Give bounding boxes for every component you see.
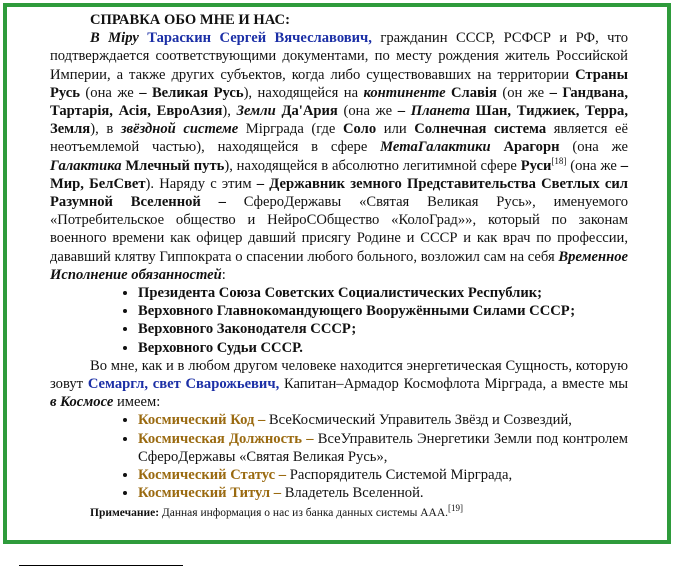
para1-run: Временное Исполнение обязанностей [50, 248, 628, 283]
cosmic-item [138, 484, 628, 502]
duties-list [50, 284, 628, 357]
para1-run [139, 30, 147, 46]
note-ref: [19] [448, 503, 464, 514]
para1-run: МетаГалактики [380, 139, 491, 156]
cosmic-label: Космический Код – [138, 412, 266, 429]
para1-run: является её неотъемлемой частью), находящейся в сфере [50, 121, 628, 156]
cosmic-label: Космический Статус – [138, 467, 287, 484]
para1-run: : [221, 266, 226, 283]
para1-run: Арагорн [503, 139, 560, 156]
cosmic-label: Космическая Должность – [138, 430, 314, 447]
para1-run: (она же [559, 139, 629, 156]
intro-paragraph [50, 29, 628, 284]
para2-run: Семаргл, свет Сварожьевич, [87, 376, 280, 393]
cosmic-item [138, 411, 628, 429]
para1-run: Мірграда (где [238, 121, 344, 138]
para1-run: – Гандвана, Тартарія, Асія, ЕвроАзия [50, 84, 628, 120]
para1-run: Земли [236, 103, 276, 120]
essence-paragraph [50, 357, 628, 412]
para2-run: имеем: [113, 394, 161, 411]
para2-run: Капитан–Армадор Космофлота Мірграда, а вместе мы [279, 376, 628, 393]
document-content [50, 11, 628, 523]
cosmic-label: Космический Титул – [138, 485, 282, 502]
para1-run: (она же [79, 84, 140, 101]
cosmic-text: Распорядитель Системой Мірграда, [286, 467, 513, 484]
para1-run: ), [222, 103, 237, 120]
para1-run: (она же [566, 157, 621, 174]
para1-run: Тараскин Сергей Вячеславович, [147, 30, 372, 47]
para1-run: звёздной системе [120, 121, 239, 138]
para1-run: или [376, 121, 415, 138]
duty-item: • Верховного Судьи СССР. [138, 339, 628, 357]
cosmic-text: Владетель Вселенной. [281, 485, 424, 502]
para1-run: ), находящейся в абсолютно легитимной сфере [224, 157, 521, 174]
para1-run: ), в [90, 121, 121, 138]
para1-run: Солнечная система [414, 121, 547, 138]
para1-run: (она же [337, 103, 398, 120]
para1-run: ), находящейся на [243, 84, 364, 101]
cosmic-item [138, 430, 628, 466]
note-label: Примечание: [90, 507, 160, 520]
footnote-separator [19, 565, 183, 566]
para1-run: Соло [343, 121, 377, 138]
para1-run: В Міру [90, 30, 139, 47]
para1-run: Да'Ария [281, 103, 338, 120]
para1-run: Планета [410, 103, 470, 120]
para1-run [491, 139, 504, 155]
cosmic-text: ВсеКосмический Управитель Звёзд и Созвездий, [265, 412, 572, 429]
para1-run: Славія [451, 84, 497, 101]
para1-run: (он же [496, 84, 550, 101]
para1-run: – [397, 103, 406, 120]
para1-run: – Мир, БелСвет [50, 157, 628, 192]
duty-item: • Верховного Главнокомандующего Вооружёнными Силами СССР; [138, 302, 628, 320]
para1-run: – Великая Русь [139, 84, 244, 101]
para1-run: Галактика [50, 157, 122, 174]
para2-run: Во мне, как и в любом другом человеке находится энергетическая Сущность, которую зовут [50, 357, 628, 393]
para1-run: Шан, Тиджиек, Терра, Земля [50, 103, 628, 138]
duty-item: • Верховного Законодателя СССР; [138, 320, 628, 338]
duty-item: • Президента Союза Советских Социалистических Республик; [138, 284, 628, 302]
note-text: Данная информация о нас из банка данных системы ААА. [159, 507, 449, 520]
para1-run: Руси [520, 157, 552, 174]
para1-run: континенте [363, 84, 446, 101]
para1-run: Страны Русь [50, 66, 628, 101]
para1-run: – Державник земного Представительства Светлых сил Разумной Вселенной – [50, 175, 628, 211]
cosmic-item [138, 466, 628, 484]
para1-run: гражданин СССР, РСФСР и РФ, что подтверждается соответствующими документами, по месту рождения житель Российской Империи, а также других субъектов, когда либо существовавших на территории [50, 30, 628, 83]
page-title: СПРАВКА ОБО МНЕ И НАС: [90, 12, 290, 28]
para1-run: [18] [551, 155, 567, 166]
para1-run: ). Наряду с этим [145, 175, 257, 192]
footnote-note [90, 504, 628, 522]
cosmic-text: ВсеУправитель Энергетики Земли под контролем СфероДержавы «Святая Великая Русь», [138, 430, 628, 465]
para1-run: Млечный путь [125, 157, 225, 174]
para2-run: в Космосе [50, 394, 114, 411]
cosmic-list [50, 411, 628, 502]
para1-run: СфероДержавы «Святая Великая Русь», именуемого «Потребительское общество и НейроСОбщество «КолоГрад»», который по законам военного времени как офицер давший присягу Родине и СССР и как врач по профессии, дававший клятву Гиппократа о спасении любого больного, возложил сам на себя [50, 194, 629, 265]
